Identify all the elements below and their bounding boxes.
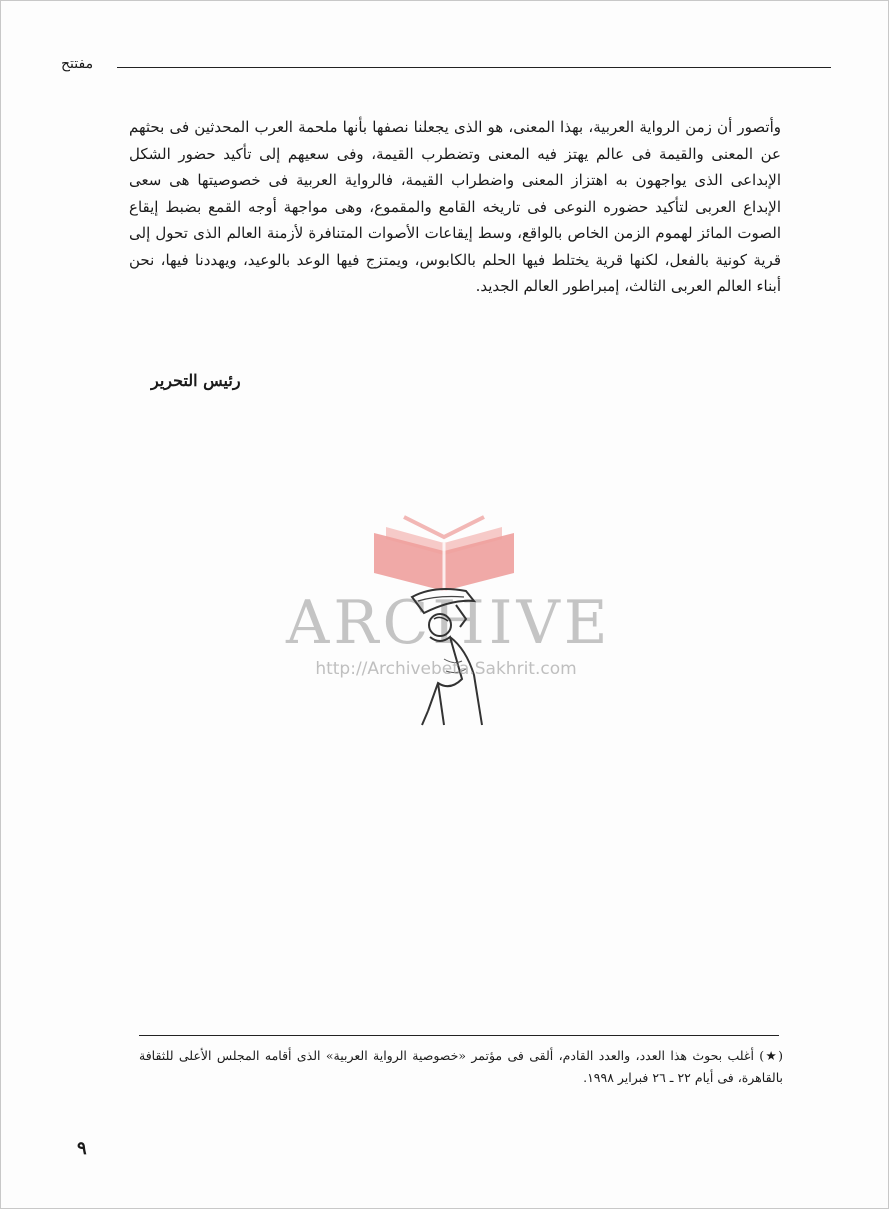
footnote-rule [139,1035,779,1036]
running-head-title: مفتتح [61,56,94,72]
body-text [129,114,781,300]
running-head [61,56,831,80]
watermark-url: http://Archivebeta.Sakhrit.com [315,659,577,679]
page-number: ٩ [77,1138,87,1159]
figure-illustration-icon [404,579,494,729]
watermark-word: ARCHIVE [286,588,612,658]
footnote: (★) أغلب بحوث هذا العدد، والعدد القادم، ألقى فى مؤتمر «خصوصية الرواية العربية» الذى أقامه المجلس الأعلى للثقافة بالقاهرة، فى أيام ٢٢ ـ ٢٦ فبراير ١٩٩٨. [139,1048,783,1085]
editor-signature: رئيس التحرير [151,371,241,390]
header-rule [117,67,831,68]
archive-watermark [286,513,612,731]
body-paragraph: وأتصور أن زمن الرواية العربية، بهذا المعنى، هو الذى يجعلنا نصفها بأنها ملحمة العرب المحدثين فى بحثهم عن المعنى والقيمة فى عالم يهتز فيه المعنى وتضطرب القيمة، وفى سعيهم إلى تأكيد حضور الشكل الإبداعى الذى يواجهون به اهتزاز المعنى واضطراب القيمة، فالرواية العربية فى خصوصيتها هى سعى الإبداع العربى لتأكيد حضوره النوعى فى تاريخه القامع والمقموع، وهى مواجهة أوجه القمع بضبط إيقاع الصوت المائز لهموم الزمن الخاص بالواقع، وسط إيقاعات الأصوات المتنافرة لأزمنة العالم الذى تحول إلى قرية كونية بالفعل، لكنها قرية يختلط فيها الحلم بالكابوس، ويمتزج فيها الوعد بالوعيد، ويهددنا فيها، نحن أبناء العالم العربى الثالث، إمبراطور العالم الجديد. [129,118,781,295]
